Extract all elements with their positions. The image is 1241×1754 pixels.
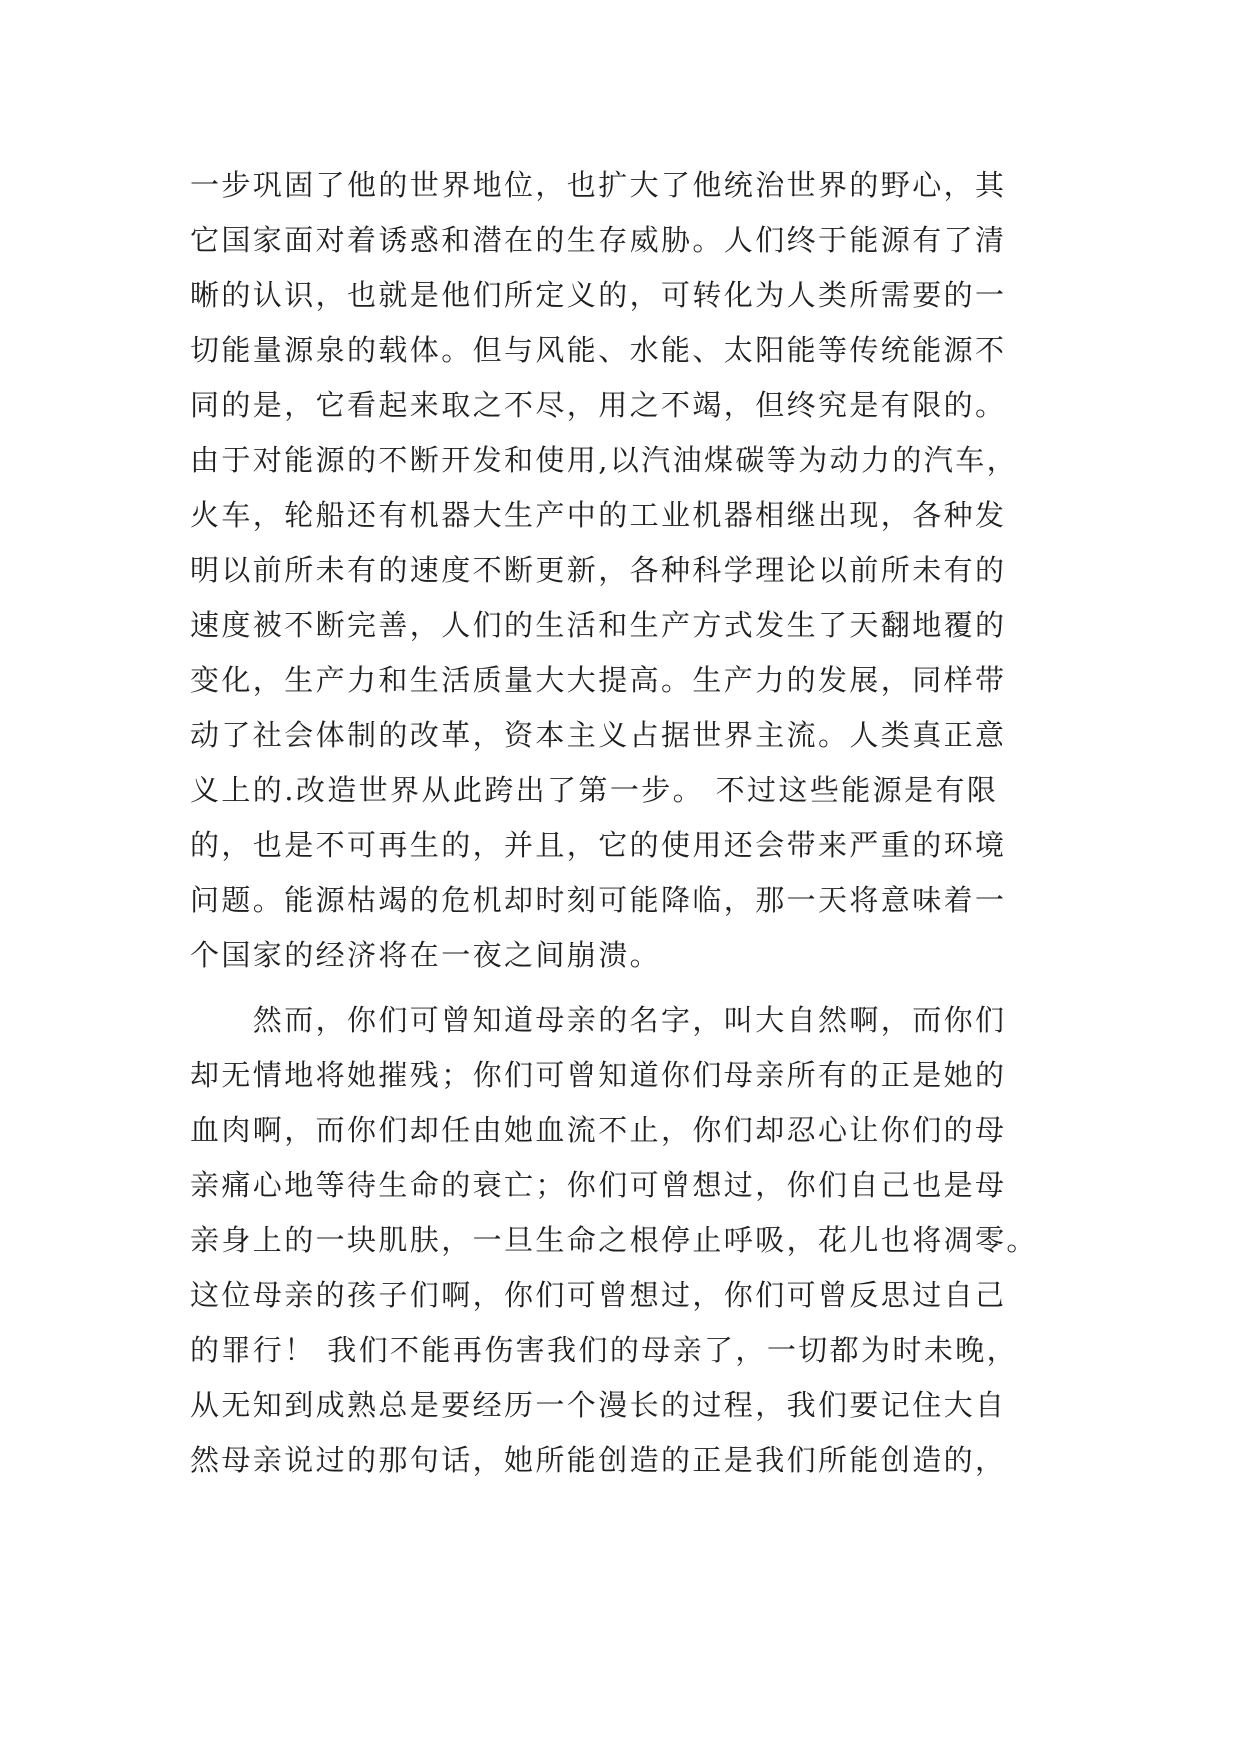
text-line: 然母亲说过的那句话，她所能创造的正是我们所能创造的， (190, 1443, 1007, 1477)
paragraph-2 (190, 993, 1070, 1488)
text-line: 一步巩固了他的世界地位，也扩大了他统治世界的野心，其 (190, 168, 1007, 202)
text-line: 速度被不断完善，人们的生活和生产方式发生了天翻地覆的 (190, 608, 1007, 642)
text-line: 亲身上的一块肌肤，一旦生命之根停止呼吸，花儿也将凋零。 (190, 1223, 1038, 1257)
text-line: 这位母亲的孩子们啊，你们可曾想过，你们可曾反思过自己 (190, 1278, 1007, 1312)
text-line: 血肉啊，而你们却任由她血流不止，你们却忍心让你们的母 (190, 1113, 1007, 1147)
text-line: 个国家的经济将在一夜之间崩溃。 (190, 938, 662, 972)
text-line: 的罪行！ 我们不能再伤害我们的母亲了，一切都为时未晚， (190, 1333, 1019, 1367)
paragraph-gap (190, 983, 1070, 993)
text-line: 义上的.改造世界从此跨出了第一步。 不过这些能源是有限 (190, 773, 999, 807)
text-line: 同的是，它看起来取之不尽，用之不竭，但终究是有限的。 (190, 388, 1007, 422)
text-line: 变化，生产力和生活质量大大提高。生产力的发展，同样带 (190, 663, 1007, 697)
text-line: 晰的认识，也就是他们所定义的，可转化为人类所需要的一 (190, 278, 1007, 312)
paragraph-1 (190, 158, 1070, 983)
text-line: 明以前所未有的速度不断更新，各种科学理论以前所未有的 (190, 553, 1007, 587)
body-text (190, 158, 1070, 1488)
text-line: 却无情地将她摧残；你们可曾知道你们母亲所有的正是她的 (190, 1058, 1007, 1092)
text-line: 火车，轮船还有机器大生产中的工业机器相继出现，各种发 (190, 498, 1007, 532)
text-line: 的，也是不可再生的，并且，它的使用还会带来严重的环境 (190, 828, 1007, 862)
text-line: 切能量源泉的载体。但与风能、水能、太阳能等传统能源不 (190, 333, 1007, 367)
text-line: 亲痛心地等待生命的衰亡；你们可曾想过，你们自己也是母 (190, 1168, 1007, 1202)
text-line: 动了社会体制的改革，资本主义占据世界主流。人类真正意 (190, 718, 1007, 752)
text-line: 由于对能源的不断开发和使用,以汽油煤碳等为动力的汽车， (190, 443, 1019, 477)
text-line: 然而，你们可曾知道母亲的名字，叫大自然啊，而你们 (190, 1003, 1007, 1037)
text-line: 它国家面对着诱惑和潜在的生存威胁。人们终于能源有了清 (190, 223, 1007, 257)
text-line: 问题。能源枯竭的危机却时刻可能降临，那一天将意味着一 (190, 883, 1007, 917)
text-line: 从无知到成熟总是要经历一个漫长的过程，我们要记住大自 (190, 1388, 1007, 1422)
